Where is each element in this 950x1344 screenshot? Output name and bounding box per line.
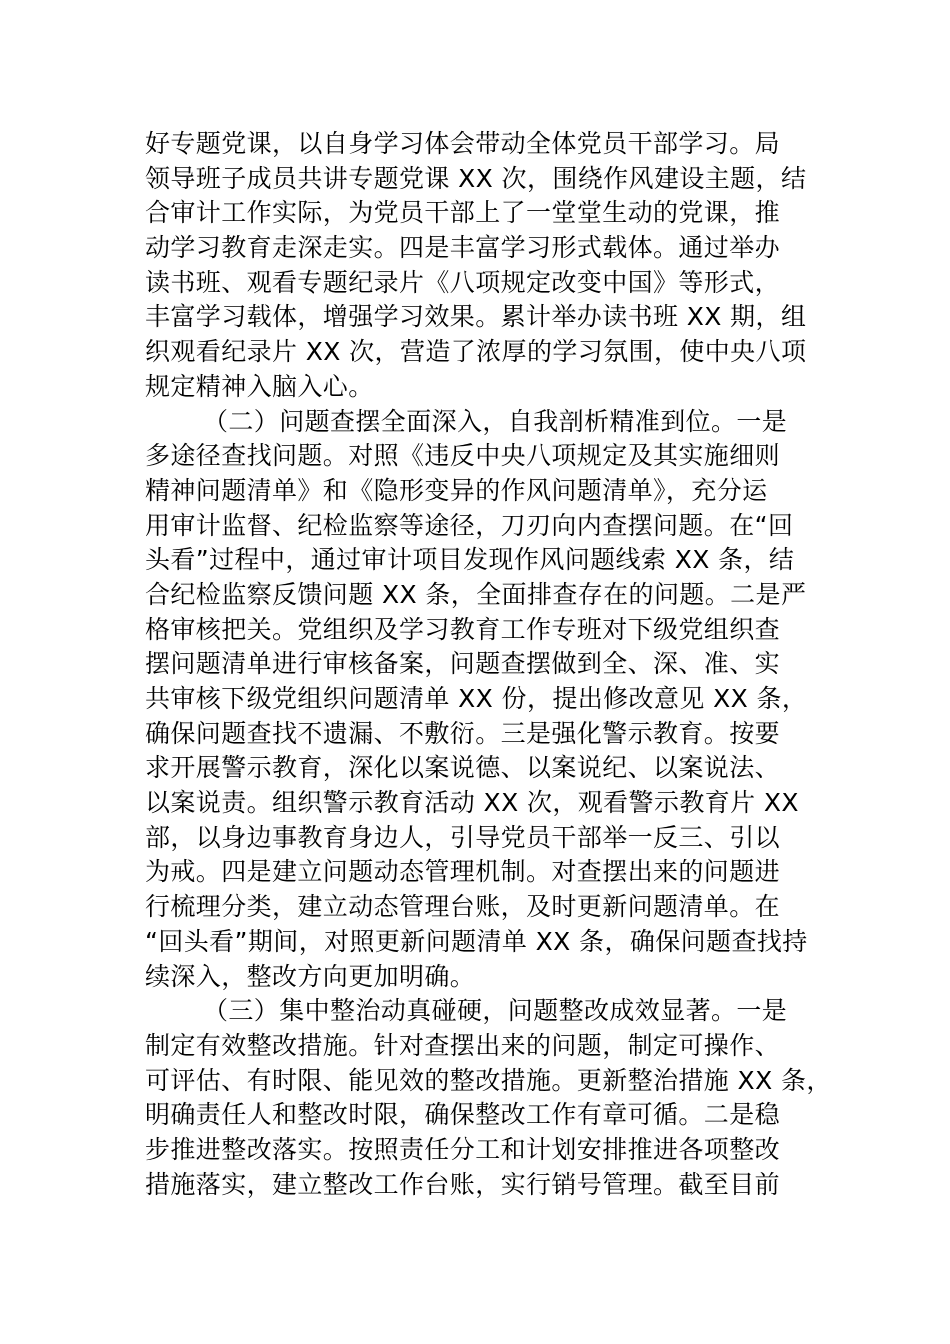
- text-line: 续深入，整改方向更加明确。: [145, 961, 476, 991]
- text-line: 明确责任人和整改时限，确保整改工作有章可循。二是稳: [145, 1100, 781, 1130]
- paragraph-first-line: （二）问题查摆全面深入，自我剖析精准到位。一是: [203, 406, 788, 436]
- text-line: 摆问题清单进行审核备案，问题查摆做到全、深、准、实: [145, 649, 781, 679]
- text-line: 可评估、有时限、能见效的整改措施。更新整治措施 XX 条，: [145, 1065, 832, 1095]
- text-line: 求开展警示教育，深化以案说德、以案说纪、以案说法、: [145, 753, 781, 783]
- text-line: 多途径查找问题。对照《违反中央八项规定及其实施细则: [145, 441, 781, 471]
- text-line: 规定精神入脑入心。: [145, 371, 374, 401]
- text-line: 用审计监督、纪检监察等途径，刀刃向内查摆问题。在“回: [145, 510, 794, 540]
- text-line: 织观看纪录片 XX 次，营造了浓厚的学习氛围，使中央八项: [145, 337, 807, 367]
- text-line: 共审核下级党组织问题清单 XX 份，提出修改意见 XX 条，: [145, 684, 808, 713]
- text-line: 丰富学习载体，增强学习效果。累计举办读书班 XX 期，组: [145, 302, 807, 332]
- text-line: 行梳理分类，建立动态管理台账，及时更新问题清单。在: [145, 892, 781, 922]
- text-line: 格审核把关。党组织及学习教育工作专班对下级党组织查: [145, 614, 781, 644]
- text-line: 合纪检监察反馈问题 XX 条，全面排查存在的问题。二是严: [145, 579, 807, 609]
- text-line: 制定有效整改措施。针对查摆出来的问题，制定可操作、: [145, 1030, 781, 1060]
- document-body-text: [145, 127, 832, 1202]
- text-line: 好专题党课，以自身学习体会带动全体党员干部学习。局: [145, 129, 781, 158]
- text-line: 领导班子成员共讲专题党课 XX 次，围绕作风建设主题，结: [145, 163, 807, 193]
- text-line: 确保问题查找不遗漏、不敷衍。三是强化警示教育。按要: [145, 718, 781, 748]
- text-line: 精神问题清单》和《隐形变异的作风问题清单》，充分运: [145, 475, 768, 505]
- text-line: 措施落实，建立整改工作台账，实行销号管理。截至目前: [145, 1169, 781, 1199]
- text-line: 头看”过程中，通过审计项目发现作风问题线索 XX 条，结: [145, 545, 795, 575]
- paragraph-first-line: （三）集中整治动真碰硬，问题整改成效显著。一是: [203, 996, 788, 1026]
- text-line: 合审计工作实际，为党员干部上了一堂堂生动的党课，推: [145, 198, 781, 228]
- text-line: 为戒。四是建立问题动态管理机制。对查摆出来的问题进: [145, 857, 781, 887]
- text-line: 以案说责。组织警示教育活动 XX 次，观看警示教育片 XX: [145, 788, 799, 818]
- text-line: 步推进整改落实。按照责任分工和计划安排推进各项整改: [145, 1134, 781, 1164]
- text-line: 动学习教育走深走实。四是丰富学习形式载体。通过举办: [145, 233, 781, 263]
- text-line: “回头看”期间，对照更新问题清单 XX 条，确保问题查找持: [145, 926, 808, 956]
- text-line: 部，以身边事教育身边人，引导党员干部举一反三、引以: [145, 822, 781, 852]
- text-line: 读书班、观看专题纪录片《八项规定改变中国》等形式，: [145, 267, 781, 297]
